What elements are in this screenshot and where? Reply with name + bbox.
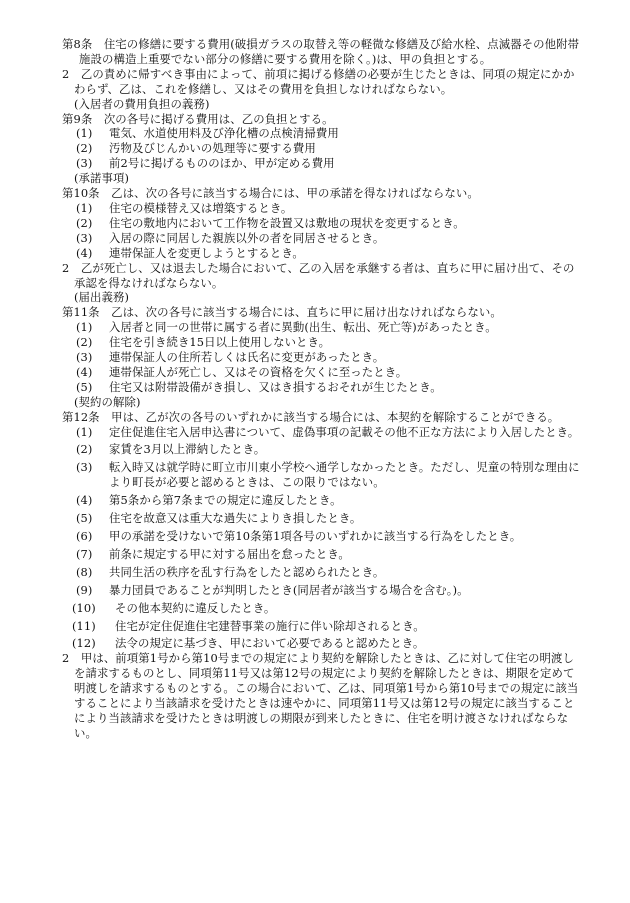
article-11-caption: (届出義務) xyxy=(74,290,130,305)
item-text: 定住促進住宅入居申込書について、虚偽事項の記載その他不正な方法により入居したとき。 xyxy=(109,424,580,439)
item-number: (1) xyxy=(76,200,93,215)
article-11-item-5 xyxy=(62,380,580,395)
article-12-item-10 xyxy=(62,601,580,616)
article-9-item-2 xyxy=(62,141,580,156)
article-11-item-1 xyxy=(62,320,580,335)
item-number: (3) xyxy=(76,460,93,475)
article-10-item-1 xyxy=(62,201,580,216)
article-12-item-12 xyxy=(62,636,580,651)
item-number: (7) xyxy=(76,546,93,561)
article-12-item-9 xyxy=(62,583,580,598)
item-number: (4) xyxy=(76,245,93,260)
article-9-caption: (入居者の費用負担の義務) xyxy=(74,96,210,111)
item-text: 家賃を3月以上滞納したとき。 xyxy=(109,442,266,457)
item-number: (5) xyxy=(76,379,93,394)
article-10-item-3 xyxy=(62,231,580,246)
item-text: 住宅が定住促進住宅建替事業の施行に伴い除却されるとき。 xyxy=(115,618,425,633)
article-12-item-2 xyxy=(62,442,580,457)
item-number: (9) xyxy=(76,582,93,597)
article-12-item-8 xyxy=(62,565,580,580)
item-number: (8) xyxy=(76,564,93,579)
item-number: (12) xyxy=(72,636,96,651)
item-text: 前2号に掲げるもののほか、甲が定める費用 xyxy=(109,156,335,171)
item-text: その他本契約に違反したとき。 xyxy=(115,600,276,615)
article-8-text: 第8条 住宅の修繕に要する費用(破損ガラスの取替え等の軽微な修繕及び給水栓、点滅器その他附帯施設の構造上重要でない部分の修繕に要する費用を除く。)は、甲の負担とする。 xyxy=(62,37,580,66)
item-text: 入居者と同一の世帯に属する者に異動(出生、転出、死亡等)があったとき。 xyxy=(109,320,497,335)
item-text: 住宅の敷地内において工作物を設置又は敷地の現状を変更するとき。 xyxy=(109,215,465,230)
item-number: (2) xyxy=(76,335,93,350)
article-11-text: 第11条 乙は、次の各号に該当する場合には、直ちに甲に届け出なければならない。 xyxy=(62,305,502,320)
item-number: (6) xyxy=(76,529,93,543)
item-number: (11) xyxy=(72,618,96,633)
article-12-item-6 xyxy=(62,529,580,544)
article-12-item-5 xyxy=(62,511,580,526)
item-text: 住宅を引き続き15日以上使用しないとき。 xyxy=(109,335,331,350)
article-9-item-1 xyxy=(62,126,580,141)
item-number: (1) xyxy=(76,424,93,439)
item-text: 法令の規定に基づき、甲において必要であると認めたとき。 xyxy=(115,636,425,651)
item-number: (2) xyxy=(76,141,93,156)
item-number: (5) xyxy=(76,511,93,526)
item-text: 連帯保証人の住所若しくは氏名に変更があったとき。 xyxy=(109,350,385,365)
item-number: (3) xyxy=(76,230,93,245)
item-text: 共同生活の秩序を乱す行為をしたと認められたとき。 xyxy=(109,564,385,579)
article-12-item-3 xyxy=(62,460,580,490)
item-text: 第5条から第7条までの規定に違反したとき。 xyxy=(109,493,342,508)
article-11-item-2 xyxy=(62,335,580,350)
article-12-item-4 xyxy=(62,493,580,508)
item-number: (4) xyxy=(76,493,93,508)
article-10-text: 第10条 乙は、次の各号に該当する場合には、甲の承諾を得なければならない。 xyxy=(62,186,479,201)
item-text: 甲の承諾を受けないで第10条第1項各号のいずれかに該当する行為をしたとき。 xyxy=(109,529,522,543)
item-number: (3) xyxy=(76,350,93,365)
item-number: (4) xyxy=(76,364,93,379)
item-text: 住宅又は附帯設備がき損し、又はき損するおそれが生じたとき。 xyxy=(109,379,442,394)
article-10-item-2 xyxy=(62,216,580,231)
item-number: (10) xyxy=(72,600,96,615)
article-12-item-11 xyxy=(62,619,580,634)
item-text: 転入時又は就学時に町立市川東小学校へ通学しなかったとき。ただし、児童の特別な理由により町長が必要と認めるときは、この限りではない。 xyxy=(109,460,580,490)
item-text: 汚物及びじんかいの処理等に要する費用 xyxy=(109,141,316,156)
article-10-caption: (承諾事項) xyxy=(74,171,130,186)
article-11-item-3 xyxy=(62,350,580,365)
article-8-paragraph-2: 2 乙の責めに帰すべき事由によって、前項に掲げる修繕の必要が生じたときは、同項の規定にかかわらず、乙は、これを修繕し、又はその費用を負担しなければならない。 xyxy=(62,66,575,96)
article-10-paragraph-2: 2 乙が死亡し、又は退去した場合において、乙の入居を承継する者は、直ちに甲に届け出て、その承認を得なければならない。 xyxy=(62,260,575,290)
item-text: 前条に規定する甲に対する届出を怠ったとき。 xyxy=(109,546,350,561)
article-11-item-4 xyxy=(62,365,580,380)
item-text: 住宅の模様替え又は増築するとき。 xyxy=(109,200,293,215)
item-number: (1) xyxy=(76,126,93,141)
item-text: 住宅を故意又は重大な過失によりき損したとき。 xyxy=(109,511,362,526)
article-12-item-1 xyxy=(62,425,580,440)
item-text: 電気、水道使用料及び浄化槽の点検清掃費用 xyxy=(109,126,339,141)
item-text: 連帯保証人が死亡し、又はその資格を欠くに至ったとき。 xyxy=(109,364,408,379)
article-12-text: 第12条 甲は、乙が次の各号のいずれかに該当する場合には、本契約を解除することができる。 xyxy=(62,409,560,424)
item-number: (2) xyxy=(76,215,93,230)
article-10-item-4 xyxy=(62,246,580,261)
article-12-item-7 xyxy=(62,547,580,562)
item-number: (1) xyxy=(76,320,93,335)
item-number: (2) xyxy=(76,442,93,457)
article-12-caption: (契約の解除) xyxy=(74,394,141,409)
item-text: 暴力団員であることが判明したとき(同居者が該当する場合を含む。)。 xyxy=(109,582,469,597)
article-12-paragraph-2: 2 甲は、前項第1号から第10号までの規定により契約を解除したときは、乙に対して住宅の明渡しを請求するものとし、同項第11号又は第12号の規定により契約を解除したときは、期限を定めて明渡しを請求するものとする。この場合において、乙は、同項第1号から第10号までの規定に該当することにより当該請求を受けたときは速やかに、同項第11号又は第12号の規定に該当することにより当該請求を受けたときは明渡しの期限が到来したときに、住宅を明け渡さなければならない。 xyxy=(62,651,579,740)
item-text: 入居の際に同居した親族以外の者を同居させるとき。 xyxy=(109,230,385,245)
item-text: 連帯保証人を変更しようとするとき。 xyxy=(109,245,304,260)
article-9-item-3 xyxy=(62,156,580,171)
item-number: (3) xyxy=(76,156,93,171)
article-9-text: 第9条 次の各号に掲げる費用は、乙の負担とする。 xyxy=(62,111,334,126)
